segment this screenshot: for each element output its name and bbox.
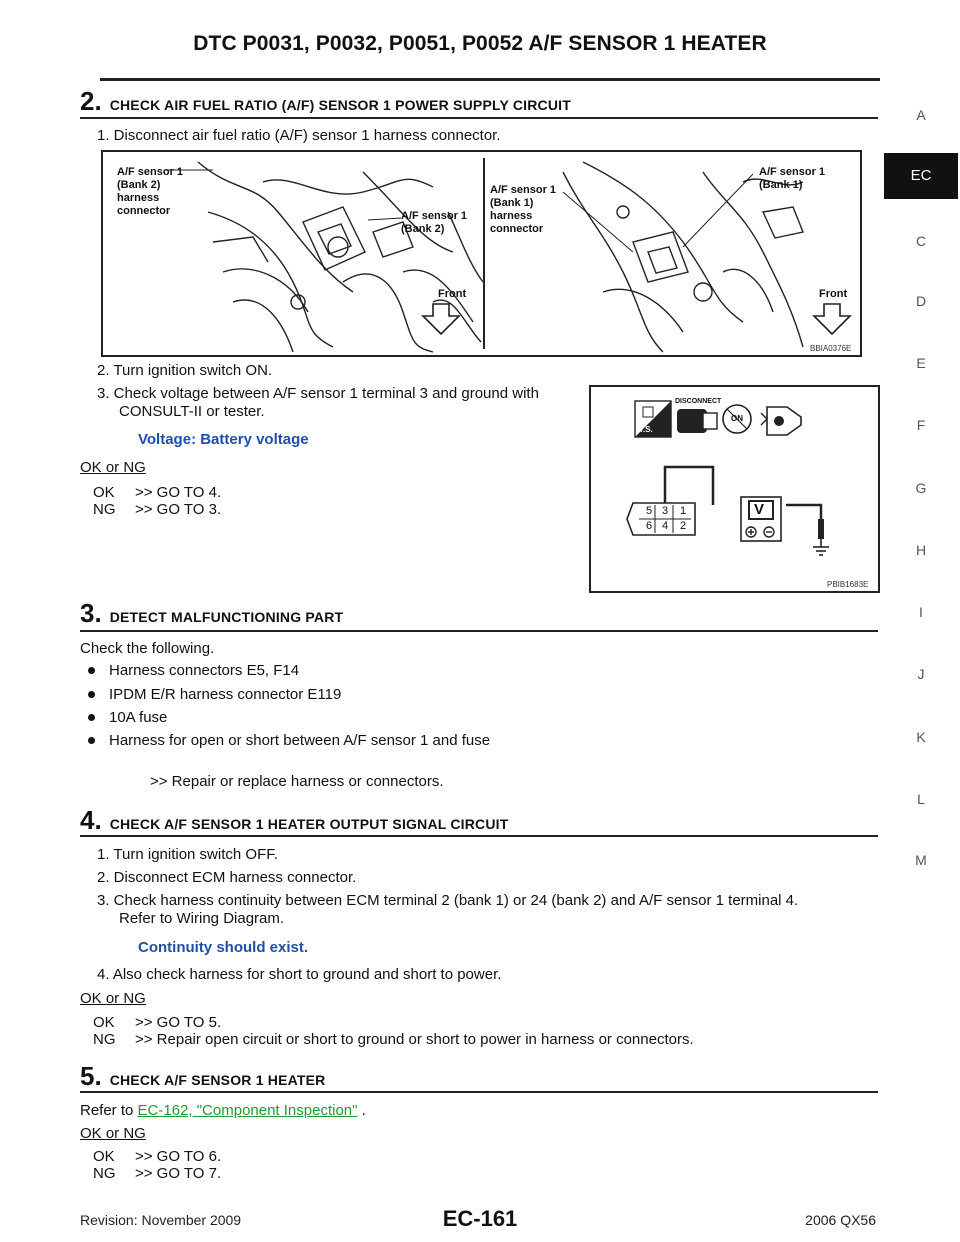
fig1-front-right: Front	[819, 288, 848, 300]
side-index-f[interactable]: F	[916, 417, 926, 433]
step4-ok-action: >> GO TO 5.	[135, 1014, 222, 1031]
header-rule	[100, 78, 880, 81]
step4-ok: OK	[93, 1014, 115, 1031]
component-inspection-link[interactable]: EC-162, "Component Inspection"	[137, 1102, 358, 1119]
step2-title: CHECK AIR FUEL RATIO (A/F) SENSOR 1 POWER SUPPLY CIRCUIT	[109, 97, 571, 113]
side-index-g[interactable]: G	[915, 480, 927, 496]
step2-line1: 1. Disconnect air fuel ratio (A/F) sensor 1 harness connector.	[97, 127, 501, 144]
step3-rule	[80, 630, 878, 632]
step2-line3a: 3. Check voltage between A/F sensor 1 terminal 3 and ground with	[97, 385, 539, 402]
step4-number: 4.	[80, 805, 102, 835]
step2-okng: OK or NG	[80, 459, 146, 476]
engine-bay-figure	[101, 150, 862, 357]
step4-okng: OK or NG	[80, 990, 146, 1007]
step2-line3b: CONSULT-II or tester.	[119, 403, 265, 420]
step4-spec: Continuity should exist.	[138, 939, 309, 956]
page-title: DTC P0031, P0032, P0051, P0052 A/F SENSOR 1 HEATER	[193, 32, 767, 55]
step4-line1: 1. Turn ignition switch OFF.	[97, 846, 278, 863]
step3-bullet-3: 10A fuse	[88, 709, 167, 726]
pin-1: 1	[680, 505, 687, 517]
side-index-a[interactable]: A	[916, 107, 926, 123]
side-index-e[interactable]: E	[916, 355, 926, 371]
step5-ok-action: >> GO TO 6.	[135, 1148, 222, 1165]
side-index-h[interactable]: H	[915, 542, 927, 558]
footer-revision: Revision: November 2009	[80, 1212, 242, 1228]
step3-bullet-2: IPDM E/R harness connector E119	[88, 686, 341, 703]
footer-model: 2006 QX56	[805, 1212, 876, 1228]
step2-ok: OK	[93, 484, 115, 501]
pin-3: 3	[662, 505, 669, 517]
step2-heading	[80, 86, 571, 117]
step4-heading	[80, 805, 509, 836]
step5-okng: OK or NG	[80, 1125, 146, 1142]
fig1-mid-label: A/F sensor 1 (Bank 2)	[401, 210, 468, 235]
side-index-m[interactable]: M	[915, 852, 927, 868]
step2-number: 2.	[80, 86, 102, 116]
step4-title: CHECK A/F SENSOR 1 HEATER OUTPUT SIGNAL CIRCUIT	[109, 816, 509, 832]
engine-bay-illustration	[103, 152, 860, 355]
pin-2: 2	[680, 520, 687, 532]
step3-number: 3.	[80, 598, 102, 628]
step2-spec: Voltage: Battery voltage	[138, 431, 309, 448]
disconnect-label: DISCONNECT	[675, 398, 722, 405]
step5-number: 5.	[80, 1061, 102, 1091]
side-index-k[interactable]: K	[916, 729, 926, 745]
step5-heading	[80, 1061, 326, 1092]
step4-ng-action: >> Repair open circuit or short to ground or short to power in harness or connectors.	[135, 1031, 694, 1048]
step4-rule	[80, 835, 878, 837]
on-label: ON	[731, 414, 743, 423]
side-index-c[interactable]: C	[915, 233, 927, 249]
side-index-l[interactable]: L	[917, 791, 925, 807]
step2-ng-action: >> GO TO 3.	[135, 501, 222, 518]
step4-line3b: Refer to Wiring Diagram.	[119, 910, 285, 927]
step3-action: >> Repair or replace harness or connectors.	[150, 773, 444, 790]
fig1-right-label: A/F sensor 1 (Bank 1) harness connector	[490, 184, 557, 235]
side-index-i[interactable]: I	[919, 604, 923, 620]
step5-refer: Refer to EC-162, "Component Inspection" .	[80, 1102, 366, 1119]
page-number: EC-161	[442, 1206, 518, 1231]
step2-ng: NG	[93, 501, 116, 518]
side-index-d[interactable]: D	[915, 293, 927, 309]
step5-ng-action: >> GO TO 7.	[135, 1165, 222, 1182]
step2-ok-action: >> GO TO 4.	[135, 484, 222, 501]
fig1-code: BBIA0376E	[810, 344, 852, 353]
fig1-left-label: A/F sensor 1 (Bank 2) harness connector	[117, 166, 184, 217]
side-index-ec-active[interactable]: EC	[884, 153, 958, 199]
fig1-front-left: Front	[438, 288, 467, 300]
step3-title: DETECT MALFUNCTIONING PART	[109, 609, 344, 625]
pin-5: 5	[646, 505, 653, 517]
step3-intro: Check the following.	[80, 640, 215, 657]
pin-4: 4	[662, 520, 669, 532]
fig1-far-label: A/F sensor 1 (Bank 1)	[759, 166, 826, 191]
step4-line3a: 3. Check harness continuity between ECM terminal 2 (bank 1) or 24 (bank 2) and A/F sensor 1 terminal 4.	[97, 892, 799, 909]
side-index-j[interactable]: J	[917, 666, 925, 682]
step4-ng: NG	[93, 1031, 116, 1048]
step3-heading	[80, 598, 343, 629]
step2-rule	[80, 117, 878, 119]
step5-title: CHECK A/F SENSOR 1 HEATER	[109, 1072, 326, 1088]
step4-line4: 4. Also check harness for short to ground and short to power.	[97, 966, 502, 983]
step3-bullet-1: Harness connectors E5, F14	[88, 662, 299, 679]
pin-6: 6	[646, 520, 653, 532]
step4-line2: 2. Disconnect ECM harness connector.	[97, 869, 357, 886]
step5-ng: NG	[93, 1165, 116, 1182]
voltage-check-figure	[589, 385, 880, 593]
fig2-code: PBIB1683E	[827, 580, 869, 589]
step5-ok: OK	[93, 1148, 115, 1165]
meter-label: V	[754, 501, 765, 518]
step5-rule	[80, 1091, 878, 1093]
ts-label: T.S.	[639, 425, 653, 434]
step3-bullet-4: Harness for open or short between A/F sensor 1 and fuse	[88, 732, 490, 749]
step2-line2: 2. Turn ignition switch ON.	[97, 362, 273, 379]
